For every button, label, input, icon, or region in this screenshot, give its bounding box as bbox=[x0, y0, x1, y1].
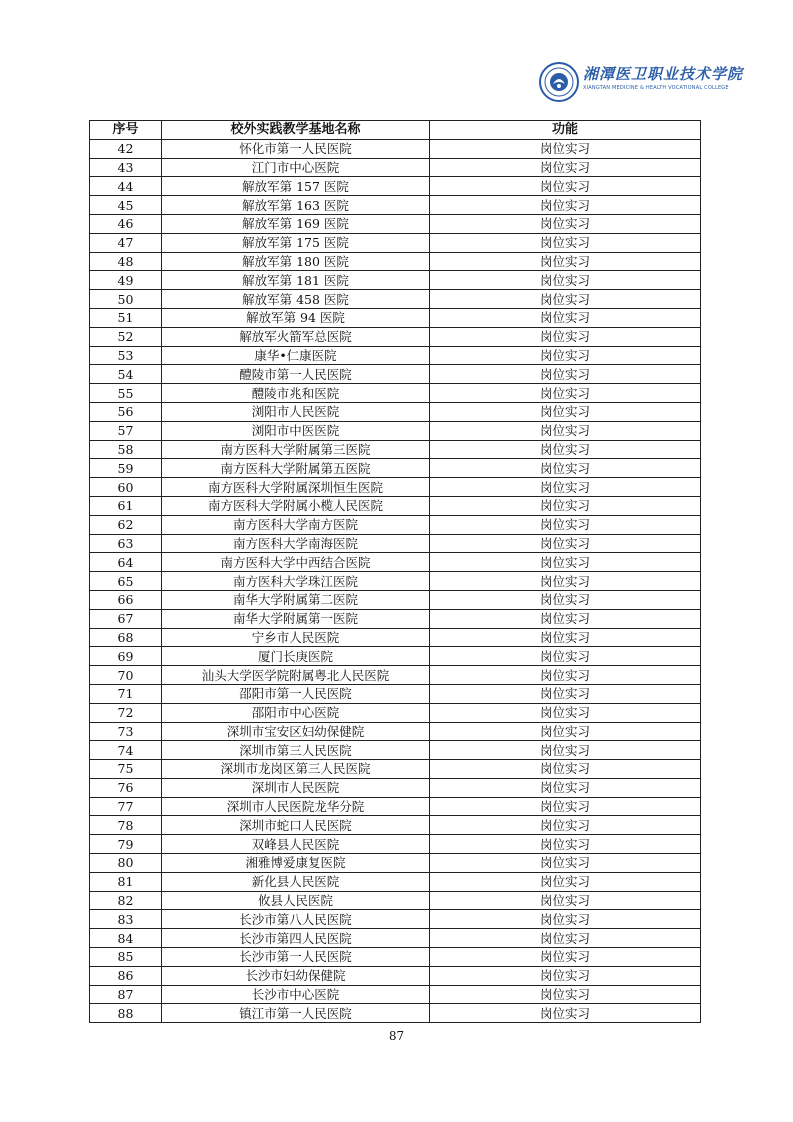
row-index: 49 bbox=[90, 271, 162, 290]
row-index: 57 bbox=[90, 421, 162, 440]
row-base-name: 解放军第 458 医院 bbox=[162, 290, 430, 309]
row-base-name: 康华•仁康医院 bbox=[162, 346, 430, 365]
row-base-name: 醴陵市兆和医院 bbox=[162, 384, 430, 403]
row-base-name: 解放军第 157 医院 bbox=[162, 177, 430, 196]
table-row bbox=[90, 459, 701, 478]
logo-english-name: XIANGTAN MEDICINE & HEALTH VOCATIONAL COLLEGE bbox=[583, 85, 729, 91]
row-index: 43 bbox=[90, 158, 162, 177]
table-row bbox=[90, 628, 701, 647]
row-index: 45 bbox=[90, 196, 162, 215]
row-function: 岗位实习 bbox=[430, 402, 701, 421]
row-base-name: 长沙市第四人民医院 bbox=[162, 929, 430, 948]
row-index: 87 bbox=[90, 985, 162, 1004]
table-row bbox=[90, 572, 701, 591]
table-row bbox=[90, 139, 701, 158]
row-function: 岗位实习 bbox=[430, 835, 701, 854]
row-base-name: 南方医科大学中西结合医院 bbox=[162, 553, 430, 572]
row-base-name: 浏阳市人民医院 bbox=[162, 402, 430, 421]
row-base-name: 解放军第 94 医院 bbox=[162, 308, 430, 327]
table-row bbox=[90, 327, 701, 346]
row-function: 岗位实习 bbox=[430, 346, 701, 365]
college-logo bbox=[539, 60, 744, 110]
row-index: 65 bbox=[90, 572, 162, 591]
row-base-name: 南方医科大学南海医院 bbox=[162, 534, 430, 553]
row-base-name: 新化县人民医院 bbox=[162, 872, 430, 891]
college-emblem-icon bbox=[539, 62, 579, 102]
row-function: 岗位实习 bbox=[430, 590, 701, 609]
table-row bbox=[90, 308, 701, 327]
row-function: 岗位实习 bbox=[430, 778, 701, 797]
table-row bbox=[90, 760, 701, 779]
table-row bbox=[90, 1004, 701, 1023]
table-row bbox=[90, 440, 701, 459]
row-base-name: 双峰县人民医院 bbox=[162, 835, 430, 854]
row-base-name: 南方医科大学附属第五医院 bbox=[162, 459, 430, 478]
table-row bbox=[90, 365, 701, 384]
row-function: 岗位实习 bbox=[430, 421, 701, 440]
row-index: 75 bbox=[90, 760, 162, 779]
row-index: 79 bbox=[90, 835, 162, 854]
row-index: 42 bbox=[90, 139, 162, 158]
row-function: 岗位实习 bbox=[430, 816, 701, 835]
row-index: 78 bbox=[90, 816, 162, 835]
table-row bbox=[90, 703, 701, 722]
row-base-name: 南方医科大学附属第三医院 bbox=[162, 440, 430, 459]
row-index: 82 bbox=[90, 891, 162, 910]
table-row bbox=[90, 722, 701, 741]
row-base-name: 长沙市第八人民医院 bbox=[162, 910, 430, 929]
row-index: 83 bbox=[90, 910, 162, 929]
row-base-name: 解放军第 180 医院 bbox=[162, 252, 430, 271]
header-base-name: 校外实践教学基地名称 bbox=[162, 121, 430, 140]
row-function: 岗位实习 bbox=[430, 177, 701, 196]
row-base-name: 宁乡市人民医院 bbox=[162, 628, 430, 647]
row-function: 岗位实习 bbox=[430, 196, 701, 215]
row-function: 岗位实习 bbox=[430, 966, 701, 985]
row-base-name: 南方医科大学附属深圳恒生医院 bbox=[162, 478, 430, 497]
row-base-name: 长沙市第一人民医院 bbox=[162, 948, 430, 967]
table-row bbox=[90, 196, 701, 215]
table-row bbox=[90, 647, 701, 666]
table-row bbox=[90, 666, 701, 685]
row-function: 岗位实习 bbox=[430, 891, 701, 910]
row-base-name: 解放军火箭军总医院 bbox=[162, 327, 430, 346]
table-row bbox=[90, 948, 701, 967]
row-function: 岗位实习 bbox=[430, 515, 701, 534]
row-function: 岗位实习 bbox=[430, 459, 701, 478]
row-base-name: 怀化市第一人民医院 bbox=[162, 139, 430, 158]
row-base-name: 浏阳市中医医院 bbox=[162, 421, 430, 440]
row-function: 岗位实习 bbox=[430, 139, 701, 158]
row-base-name: 深圳市宝安区妇幼保健院 bbox=[162, 722, 430, 741]
row-index: 58 bbox=[90, 440, 162, 459]
row-base-name: 邵阳市第一人民医院 bbox=[162, 684, 430, 703]
row-function: 岗位实习 bbox=[430, 553, 701, 572]
table-row bbox=[90, 402, 701, 421]
row-function: 岗位实习 bbox=[430, 158, 701, 177]
row-base-name: 解放军第 169 医院 bbox=[162, 214, 430, 233]
row-function: 岗位实习 bbox=[430, 384, 701, 403]
row-function: 岗位实习 bbox=[430, 647, 701, 666]
row-base-name: 深圳市人民医院 bbox=[162, 778, 430, 797]
row-function: 岗位实习 bbox=[430, 985, 701, 1004]
table-row bbox=[90, 346, 701, 365]
row-index: 56 bbox=[90, 402, 162, 421]
table-row bbox=[90, 496, 701, 515]
header-function: 功能 bbox=[430, 121, 701, 140]
row-index: 66 bbox=[90, 590, 162, 609]
row-base-name: 南华大学附属第二医院 bbox=[162, 590, 430, 609]
table-row bbox=[90, 252, 701, 271]
row-base-name: 深圳市龙岗区第三人民医院 bbox=[162, 760, 430, 779]
table-row bbox=[90, 590, 701, 609]
row-function: 岗位实习 bbox=[430, 722, 701, 741]
row-index: 81 bbox=[90, 872, 162, 891]
table-row bbox=[90, 271, 701, 290]
table-row bbox=[90, 684, 701, 703]
row-index: 54 bbox=[90, 365, 162, 384]
row-function: 岗位实习 bbox=[430, 703, 701, 722]
row-index: 68 bbox=[90, 628, 162, 647]
table-row bbox=[90, 553, 701, 572]
row-base-name: 解放军第 175 医院 bbox=[162, 233, 430, 252]
row-base-name: 南方医科大学南方医院 bbox=[162, 515, 430, 534]
table-row bbox=[90, 835, 701, 854]
row-index: 74 bbox=[90, 741, 162, 760]
table-row bbox=[90, 478, 701, 497]
row-index: 67 bbox=[90, 609, 162, 628]
row-function: 岗位实习 bbox=[430, 327, 701, 346]
table-row bbox=[90, 233, 701, 252]
table-header-row bbox=[90, 121, 701, 140]
row-function: 岗位实习 bbox=[430, 440, 701, 459]
table-row bbox=[90, 854, 701, 873]
table-row bbox=[90, 384, 701, 403]
table-row bbox=[90, 214, 701, 233]
row-function: 岗位实习 bbox=[430, 534, 701, 553]
row-index: 77 bbox=[90, 797, 162, 816]
row-base-name: 深圳市人民医院龙华分院 bbox=[162, 797, 430, 816]
row-function: 岗位实习 bbox=[430, 948, 701, 967]
row-index: 84 bbox=[90, 929, 162, 948]
row-index: 51 bbox=[90, 308, 162, 327]
row-function: 岗位实习 bbox=[430, 1004, 701, 1023]
row-function: 岗位实习 bbox=[430, 666, 701, 685]
row-index: 50 bbox=[90, 290, 162, 309]
row-index: 44 bbox=[90, 177, 162, 196]
row-base-name: 深圳市第三人民医院 bbox=[162, 741, 430, 760]
row-index: 63 bbox=[90, 534, 162, 553]
row-base-name: 攸县人民医院 bbox=[162, 891, 430, 910]
table-row bbox=[90, 609, 701, 628]
row-base-name: 镇江市第一人民医院 bbox=[162, 1004, 430, 1023]
header-index: 序号 bbox=[90, 121, 162, 140]
row-base-name: 厦门长庚医院 bbox=[162, 647, 430, 666]
practice-base-table bbox=[89, 120, 701, 1023]
row-index: 85 bbox=[90, 948, 162, 967]
row-index: 61 bbox=[90, 496, 162, 515]
row-function: 岗位实习 bbox=[430, 609, 701, 628]
row-function: 岗位实习 bbox=[430, 214, 701, 233]
row-base-name: 南方医科大学珠江医院 bbox=[162, 572, 430, 591]
table-row bbox=[90, 966, 701, 985]
table-row bbox=[90, 797, 701, 816]
row-base-name: 江门市中心医院 bbox=[162, 158, 430, 177]
row-function: 岗位实习 bbox=[430, 271, 701, 290]
row-index: 48 bbox=[90, 252, 162, 271]
row-base-name: 邵阳市中心医院 bbox=[162, 703, 430, 722]
row-index: 60 bbox=[90, 478, 162, 497]
page-number: 87 bbox=[388, 1029, 405, 1043]
row-index: 76 bbox=[90, 778, 162, 797]
row-function: 岗位实习 bbox=[430, 290, 701, 309]
row-function: 岗位实习 bbox=[430, 741, 701, 760]
row-index: 55 bbox=[90, 384, 162, 403]
table-row bbox=[90, 910, 701, 929]
row-index: 71 bbox=[90, 684, 162, 703]
row-base-name: 深圳市蛇口人民医院 bbox=[162, 816, 430, 835]
row-function: 岗位实习 bbox=[430, 252, 701, 271]
row-function: 岗位实习 bbox=[430, 797, 701, 816]
row-function: 岗位实习 bbox=[430, 478, 701, 497]
row-index: 80 bbox=[90, 854, 162, 873]
row-function: 岗位实习 bbox=[430, 308, 701, 327]
table-row bbox=[90, 177, 701, 196]
row-index: 59 bbox=[90, 459, 162, 478]
row-base-name: 长沙市中心医院 bbox=[162, 985, 430, 1004]
row-function: 岗位实习 bbox=[430, 572, 701, 591]
table-row bbox=[90, 891, 701, 910]
row-index: 62 bbox=[90, 515, 162, 534]
table-row bbox=[90, 741, 701, 760]
row-index: 73 bbox=[90, 722, 162, 741]
row-function: 岗位实习 bbox=[430, 760, 701, 779]
row-function: 岗位实习 bbox=[430, 684, 701, 703]
row-index: 69 bbox=[90, 647, 162, 666]
row-function: 岗位实习 bbox=[430, 854, 701, 873]
table-row bbox=[90, 515, 701, 534]
row-function: 岗位实习 bbox=[430, 872, 701, 891]
row-function: 岗位实习 bbox=[430, 910, 701, 929]
row-index: 70 bbox=[90, 666, 162, 685]
row-index: 53 bbox=[90, 346, 162, 365]
row-index: 88 bbox=[90, 1004, 162, 1023]
logo-chinese-name: 湘潭医卫职业技术学院 bbox=[583, 65, 744, 83]
row-function: 岗位实习 bbox=[430, 628, 701, 647]
table-row bbox=[90, 929, 701, 948]
row-index: 86 bbox=[90, 966, 162, 985]
table-row bbox=[90, 421, 701, 440]
row-base-name: 南方医科大学附属小榄人民医院 bbox=[162, 496, 430, 515]
row-index: 46 bbox=[90, 214, 162, 233]
row-base-name: 汕头大学医学院附属粤北人民医院 bbox=[162, 666, 430, 685]
row-base-name: 长沙市妇幼保健院 bbox=[162, 966, 430, 985]
row-base-name: 解放军第 181 医院 bbox=[162, 271, 430, 290]
table-row bbox=[90, 158, 701, 177]
row-base-name: 南华大学附属第一医院 bbox=[162, 609, 430, 628]
row-index: 72 bbox=[90, 703, 162, 722]
row-function: 岗位实习 bbox=[430, 365, 701, 384]
row-function: 岗位实习 bbox=[430, 233, 701, 252]
table-row bbox=[90, 872, 701, 891]
table-row bbox=[90, 778, 701, 797]
row-base-name: 醴陵市第一人民医院 bbox=[162, 365, 430, 384]
row-base-name: 解放军第 163 医院 bbox=[162, 196, 430, 215]
table-row bbox=[90, 816, 701, 835]
table-row bbox=[90, 290, 701, 309]
table-body bbox=[90, 139, 701, 1022]
row-function: 岗位实习 bbox=[430, 929, 701, 948]
row-function: 岗位实习 bbox=[430, 496, 701, 515]
row-index: 64 bbox=[90, 553, 162, 572]
row-index: 47 bbox=[90, 233, 162, 252]
row-base-name: 湘雅博爱康复医院 bbox=[162, 854, 430, 873]
row-index: 52 bbox=[90, 327, 162, 346]
table-row bbox=[90, 534, 701, 553]
table-row bbox=[90, 985, 701, 1004]
